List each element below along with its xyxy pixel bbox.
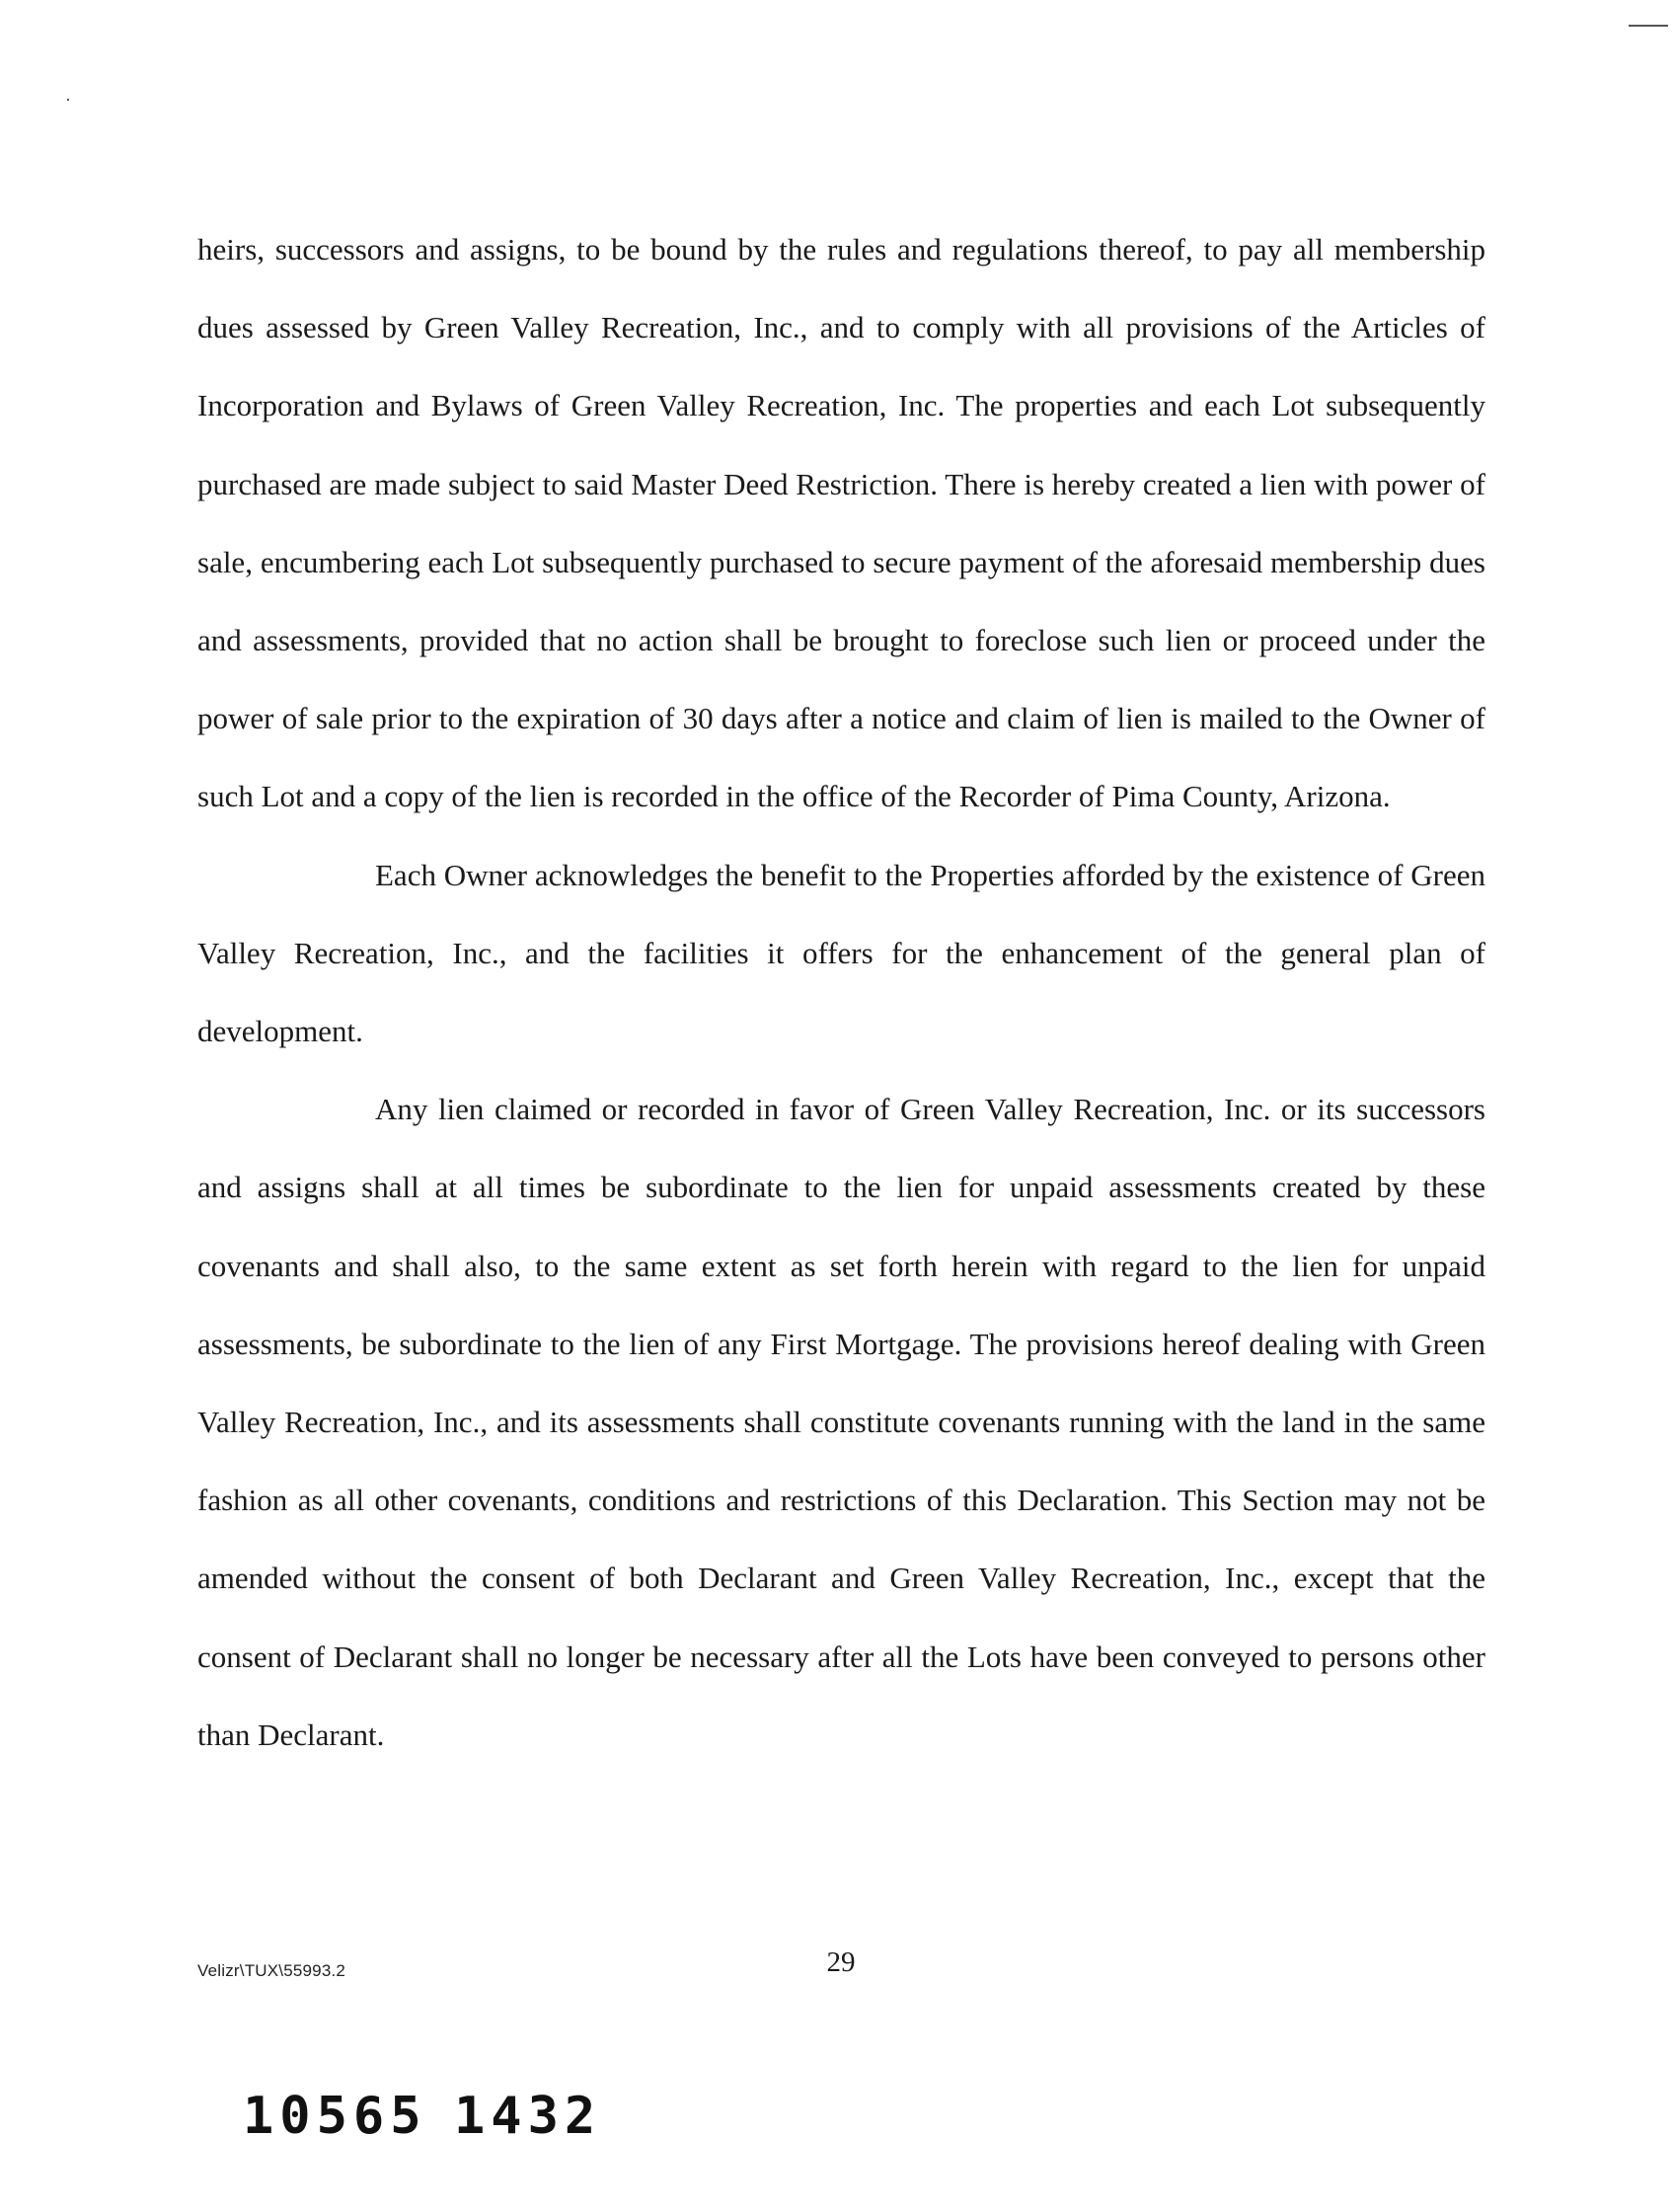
page-number: 29 — [826, 1946, 856, 1978]
body-text — [197, 210, 1485, 1774]
scan-mark-top-right — [1629, 25, 1668, 27]
recording-page-number: 1432 — [454, 2087, 602, 2146]
scan-speck — [67, 99, 69, 101]
recording-docket-number: 10565 — [243, 2087, 427, 2146]
paragraph-owner-acknowledgement: Each Owner acknowledges the benefit to the Properties afforded by the existence of Green Valley Recreation, Inc., and the facilities it offers for the enhancement of the general plan of development. — [197, 857, 1485, 1049]
paragraph-lien-subordination: Any lien claimed or recorded in favor of Green Valley Recreation, Inc. or its successors and assigns shall at all times be subordinate to the lien for unpaid assessments created by these covenants and shall also, to the same extent as set forth herein with regard to the lien for unpaid assessments, be subordinate to the lien of any First Mortgage. The provisions hereof dealing with Green Valley Recreation, Inc., and its assessments shall constitute covenants running with the land in the same fashion as all other covenants, conditions and restrictions of this Declaration. This Section may not be amended without the consent of both Declarant and Green Valley Recreation, Inc., except that the consent of Declarant shall no longer be necessary after all the Lots have been conveyed to persons other than Declarant. — [197, 1092, 1485, 1752]
paragraph-continuation: heirs, successors and assigns, to be bound by the rules and regulations thereof, to pay all membership dues assessed by Green Valley Recreation, Inc., and to comply with all provisions of the Articles of Incorporation and Bylaws of Green Valley Recreation, Inc. The properties and each Lot subsequently purchased are made subject to said Master Deed Restriction. There is hereby created a lien with power of sale, encumbering each Lot subsequently purchased to secure payment of the aforesaid membership dues and assessments, provided that no action shall be brought to foreclose such lien or proceed under the power of sale prior to the expiration of 30 days after a notice and claim of lien is mailed to the Owner of such Lot and a copy of the lien is recorded in the office of the Recorder of Pima County, Arizona. — [197, 232, 1485, 814]
file-reference: Velizr\TUX\55993.2 — [197, 1961, 346, 1980]
